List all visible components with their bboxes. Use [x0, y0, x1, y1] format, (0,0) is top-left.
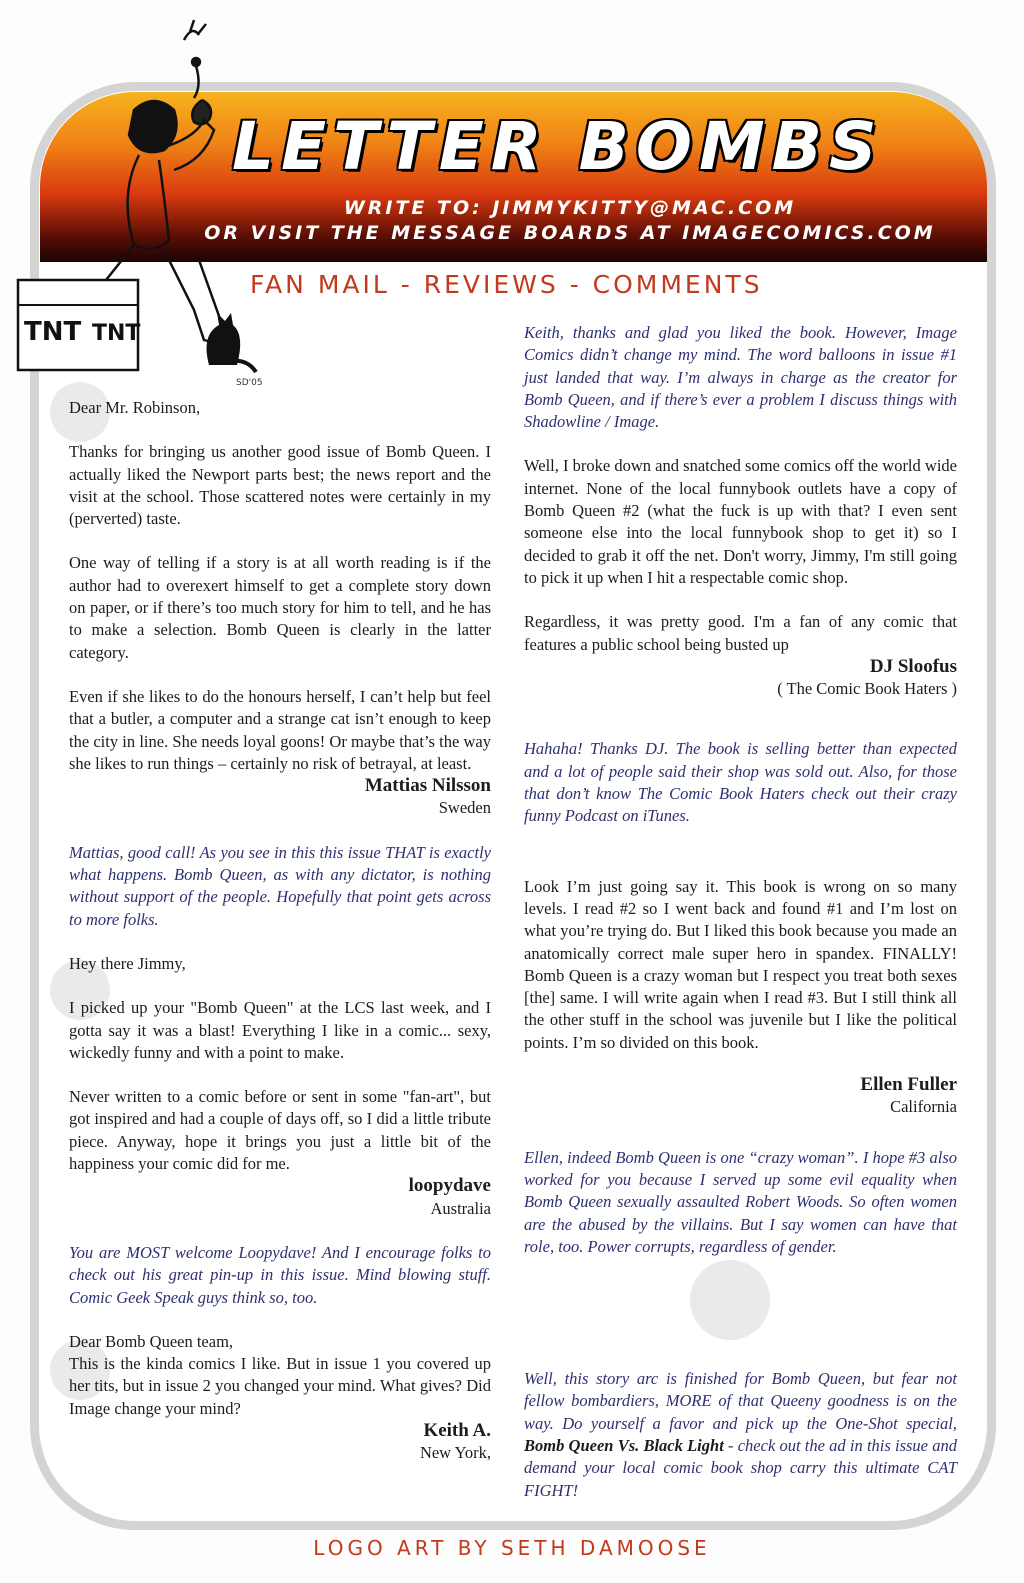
right-column	[524, 322, 957, 1524]
signature-place: New York,	[419, 1443, 491, 1463]
letter-greeting: Dear Mr. Robinson,	[69, 398, 201, 417]
svg-text:TNT: TNT	[92, 321, 141, 346]
page-title: LETTER BOMBS	[232, 108, 884, 185]
signature-name: Keith A.	[423, 1419, 491, 1441]
letter-paragraph: Thanks for bringing us another good issue of Bomb Queen. I actually liked the Newport parts best; the news report and the visit at the school. Those scattered notes were certainly in my (perverted) taste.	[69, 442, 491, 529]
signature	[69, 775, 491, 820]
letter-paragraph: Look I’m just going say it. This book is wrong on so many levels. I read #2 so I went back and found #1 and I’m lost on what you’re trying do. But I liked this book because you made an anatomically correct male super hero in spandex. FINALLY! Bomb Queen is a crazy woman but I respect you treat both sexes [the] same. I will write again when I read #3. But I still think all the other stuff in the school was juvenile but I like the political points. I’m so divided on this book.	[524, 876, 957, 1052]
editor-reply: Hahaha! Thanks DJ. The book is selling better than expected and a lot of people said their shop was sold out. Also, for those that don’t know The Comic Book Haters check out their crazy funny Podcast on iTunes.	[524, 739, 957, 826]
letter-paragraph: Regardless, it was pretty good. I'm a fan of any comic that features a public school being busted up	[524, 612, 957, 654]
editor-reply: Mattias, good call! As you see in this this issue THAT is exactly what happens. Bomb Queen, as with any dictator, is nothing without support of the people. Hopefully that point gets across to more folks.	[69, 842, 491, 929]
signature-name: loopydave	[408, 1175, 491, 1197]
letter-paragraph: Never written to a comic before or sent in some "fan-art", but got inspired and had a couple of days off, so I did a little tribute piece. Anyway, hope it brings you just a little bit of the happiness your comic did for me.	[69, 1087, 491, 1174]
signature	[524, 656, 957, 701]
message-boards-line[interactable]: OR VISIT THE MESSAGE BOARDS AT IMAGECOMICS.COM	[204, 222, 936, 244]
svg-text:TNT: TNT	[24, 317, 82, 347]
write-to-email[interactable]: WRITE TO: JIMMYKITTY@MAC.COM	[343, 197, 797, 219]
signature-place: Sweden	[438, 798, 491, 818]
letter-greeting: Dear Bomb Queen team,	[69, 1331, 234, 1351]
signature	[524, 1074, 957, 1119]
editor-reply: You are MOST welcome Loopydave! And I encourage folks to check out his great pin-up in this issue. Mind blowing stuff. Comic Geek Speak guys think so, too.	[69, 1242, 491, 1307]
letter-paragraph: Even if she likes to do the honours herself, I can’t help but feel that a butler, a computer and a strange cat isn’t enough to keep the city in line. She needs loyal goons! Or maybe that’s the way she likes to run things – certainly no risk of betrayal, at least.	[69, 686, 491, 773]
letter-paragraph: This is the kinda comics I like. But in issue 1 you covered up her tits, but in issue 2 you changed your mind. What gives? Did Image change your mind?	[69, 1354, 491, 1418]
closing-text: Well, this story arc is finished for Bomb Queen, but fear not fellow bombardiers, MORE of that Queeny goodness is on the way. Do yourself a favor and pick up the One-Shot special,	[524, 1369, 957, 1433]
tnt-crate	[18, 280, 140, 370]
left-column	[69, 397, 491, 1465]
signature	[69, 1175, 491, 1220]
signature-place: California	[890, 1097, 957, 1117]
signature-name: DJ Sloofus	[869, 655, 957, 677]
section-subheading: FAN MAIL - REVIEWS - COMMENTS	[250, 270, 763, 299]
closing-note	[524, 1368, 957, 1502]
letter-paragraph: I picked up your "Bomb Queen" at the LCS last week, and I gotta say it was a blast! Everything I like in a comic... sexy, wickedly funny and with a point to make.	[69, 998, 491, 1062]
one-shot-title: Bomb Queen Vs. Black Light	[524, 1435, 724, 1455]
editor-reply: Keith, thanks and glad you liked the book. However, Image Comics didn’t change my mind. The word balloons in issue #1 just landed that way. I’m always in charge as the creator for Bomb Queen, and if there’s ever a problem I discuss things with Shadowline / Image.	[524, 323, 957, 432]
signature-place: ( The Comic Book Haters )	[777, 679, 957, 699]
closing-text: - check out the ad in this issue and demand your local comic book shop carry this ultimate CAT FIGHT!	[524, 1435, 957, 1500]
signature-name: Mattias Nilsson	[364, 775, 491, 797]
signature-place: Australia	[430, 1198, 491, 1218]
logo-credit: LOGO ART BY SETH DAMOOSE	[313, 1536, 711, 1560]
black-cat	[207, 313, 256, 372]
signature	[69, 1420, 491, 1465]
letter-greeting: Hey there Jimmy,	[69, 953, 186, 973]
signature-name: Ellen Fuller	[860, 1074, 957, 1096]
editor-reply: Ellen, indeed Bomb Queen is one “crazy woman”. I hope #3 also worked for you because I served up some evil equality when Bomb Queen sexually assaulted Robert Woods. So often women are the abused by the villains. But I say women can have that role, too. Power corrupts, regardless of gender.	[524, 1147, 957, 1256]
letter-paragraph: One way of telling if a story is at all worth reading is if the author had to overexert himself to get a complete story down on paper, or if there’s too much story for him to tell, and he has to make a selection. Bomb Queen is clearly in the latter category.	[69, 553, 491, 662]
artist-signature: SD'05	[236, 378, 263, 388]
letter-paragraph: Well, I broke down and snatched some comics off the world wide internet. None of the local funnybook outlets have a copy of Bomb Queen #2 (what the fuck is up with that? I even sent someone else into the local funnybook shop to get it) so I decided to grab it off the net. Don't worry, Jimmy, I'm still going to pick it up when I hit a respectable comic shop.	[524, 456, 957, 587]
